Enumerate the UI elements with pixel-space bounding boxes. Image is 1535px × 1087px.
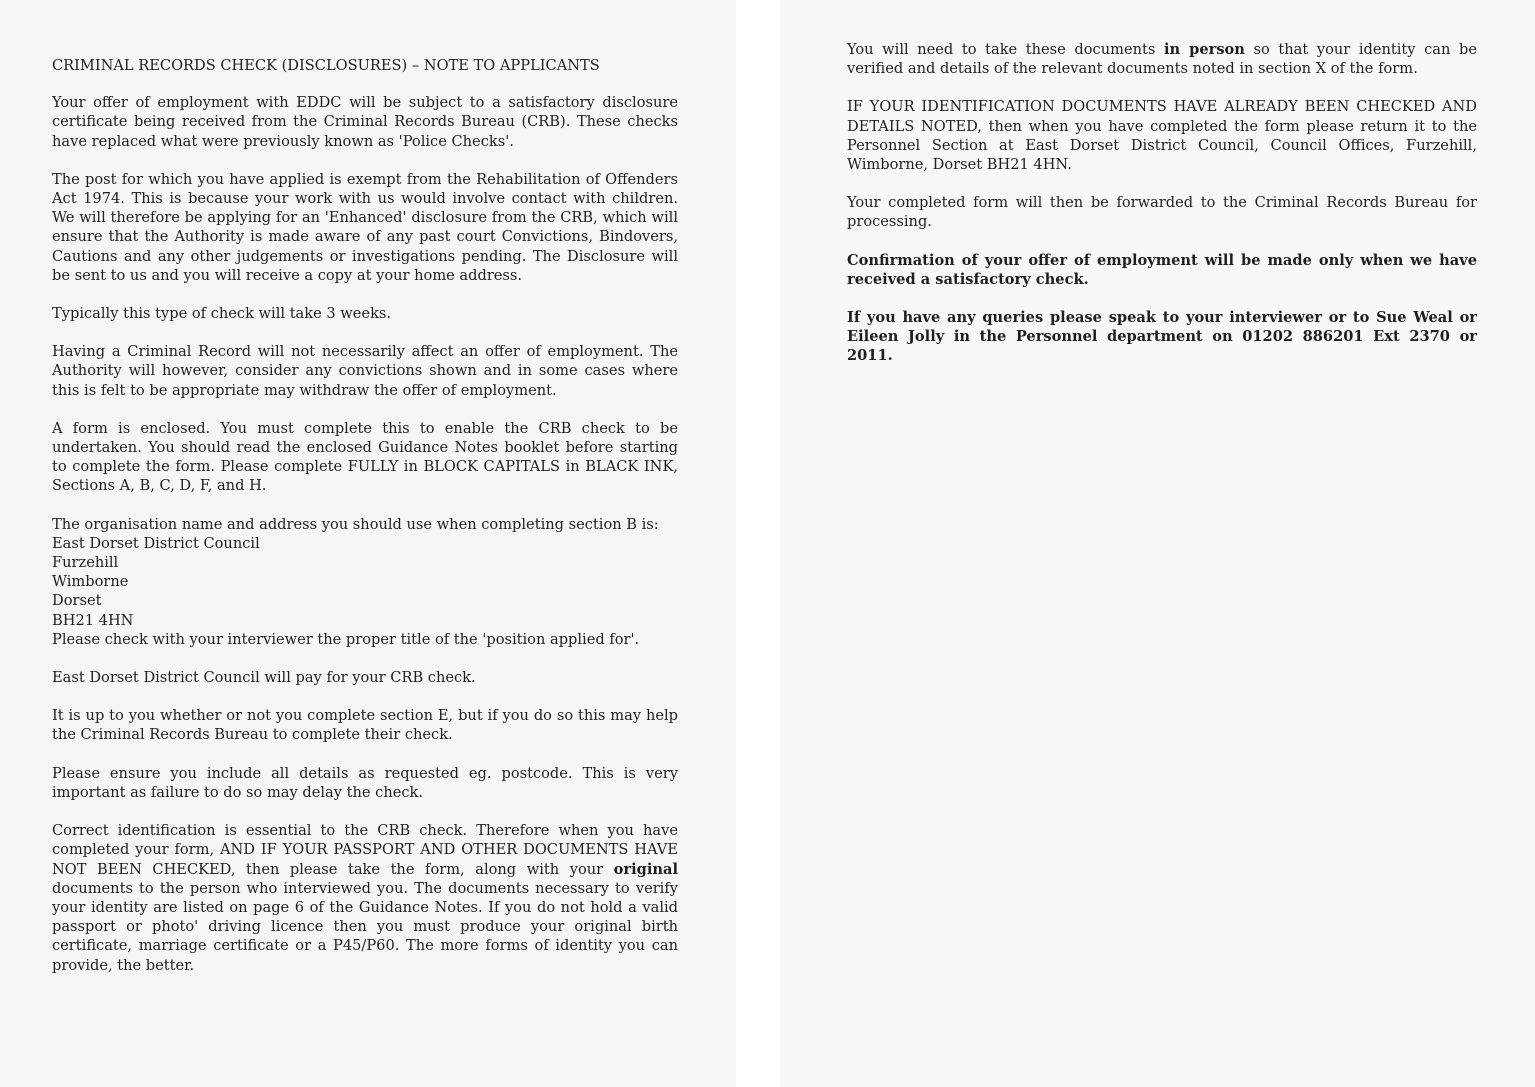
organisation-address-block	[52, 515, 678, 649]
paragraph-confirmation: Confirmation of your offer of employment will be made only when we have received a satisfactory check.	[847, 251, 1477, 288]
address-line: Dorset	[52, 592, 102, 610]
paragraph-forwarded: Your completed form will then be forwarded to the Criminal Records Bureau for processing.	[847, 194, 1477, 231]
paragraph-identification	[52, 821, 678, 975]
organisation-intro: The organisation name and address you should use when completing section B is:	[52, 515, 659, 533]
paragraph-section-e: It is up to you whether or not you complete section E, but if you do so this may help the Criminal Records Bureau to complete their check.	[52, 707, 678, 744]
paragraph-payment: East Dorset District Council will pay for your CRB check.	[52, 669, 476, 687]
paragraph-exemption: The post for which you have applied is exempt from the Rehabilitation of Offenders Act 1974. This is because your work with us would involve contact with children. We will therefore be applying for an 'Enhanced' disclosure from the CRB, which will ensure that the Authority is made aware of any past court Convictions, Bindovers, Cautions and any other judgements or investigations pending. The Disclosure will be sent to us and you will receive a copy at your home address.	[52, 170, 678, 284]
right-page	[780, 0, 1535, 1087]
in-person-text-a: You will need to take these documents	[847, 41, 1164, 58]
left-page	[0, 0, 736, 1087]
in-person-emphasis: in person	[1163, 41, 1245, 58]
address-line: BH21 4HN	[52, 611, 134, 629]
address-line: Furzehill	[52, 554, 119, 572]
paragraph-duration: Typically this type of check will take 3 weeks.	[52, 305, 392, 323]
paragraph-employment-offer: Your offer of employment with EDDC will be subject to a satisfactory disclosure certificate being received from the Criminal Records Bureau (CRB). These checks have replaced what were previously known as 'Police Checks'.	[52, 94, 678, 150]
address-line: Wimborne	[52, 573, 129, 591]
position-title-note: Please check with your interviewer the proper title of the 'position applied for'.	[52, 630, 640, 648]
document-heading: CRIMINAL RECORDS CHECK (DISCLOSURES) – NOTE TO APPLICANTS	[52, 57, 600, 74]
original-emphasis: original	[613, 860, 678, 878]
paragraph-in-person	[847, 40, 1477, 78]
in-person-text-b: so that your identity can be verified and details of the relevant documents noted in section X of the form.	[847, 41, 1477, 78]
paragraph-details: Please ensure you include all details as requested eg. postcode. This is very important as failure to do so may delay the check.	[52, 764, 678, 801]
paragraph-already-checked: IF YOUR IDENTIFICATION DOCUMENTS HAVE ALREADY BEEN CHECKED AND DETAILS NOTED, then when you have completed the form please return it to the Personnel Section at East Dorset District Council, Council Offices, Furzehill, Wimborne, Dorset BH21 4HN.	[847, 98, 1477, 174]
address-line: East Dorset District Council	[52, 534, 260, 552]
paragraph-form-enclosed: A form is enclosed. You must complete this to enable the CRB check to be undertaken. You should read the enclosed Guidance Notes booklet before starting to complete the form. Please complete FULLY in BLOCK CAPITALS in BLACK INK, Sections A, B, C, D, F, and H.	[52, 419, 678, 495]
paragraph-queries: If you have any queries please speak to your interviewer or to Sue Weal or Eileen Jolly in the Personnel department on 01202 886201 Ext 2370 or 2011.	[847, 309, 1477, 365]
identification-text-a: Correct identification is essential to the CRB check. Therefore when you have completed your form, AND IF YOUR PASSPORT AND OTHER DOCUMENTS HAVE NOT BEEN CHECKED, then please take the form, along with your	[52, 822, 678, 878]
identification-text-b: documents to the person who interviewed you. The documents necessary to verify your identity are listed on page 6 of the Guidance Notes. If you do not hold a valid passport or photo' driving licence then you must produce your original birth certificate, marriage certificate or a P45/P60. The more forms of identity you can provide, the better.	[52, 879, 678, 974]
paragraph-criminal-record: Having a Criminal Record will not necessarily affect an offer of employment. The Authority will however, consider any convictions shown and in some cases where this is felt to be appropriate may withdraw the offer of employment.	[52, 343, 678, 399]
